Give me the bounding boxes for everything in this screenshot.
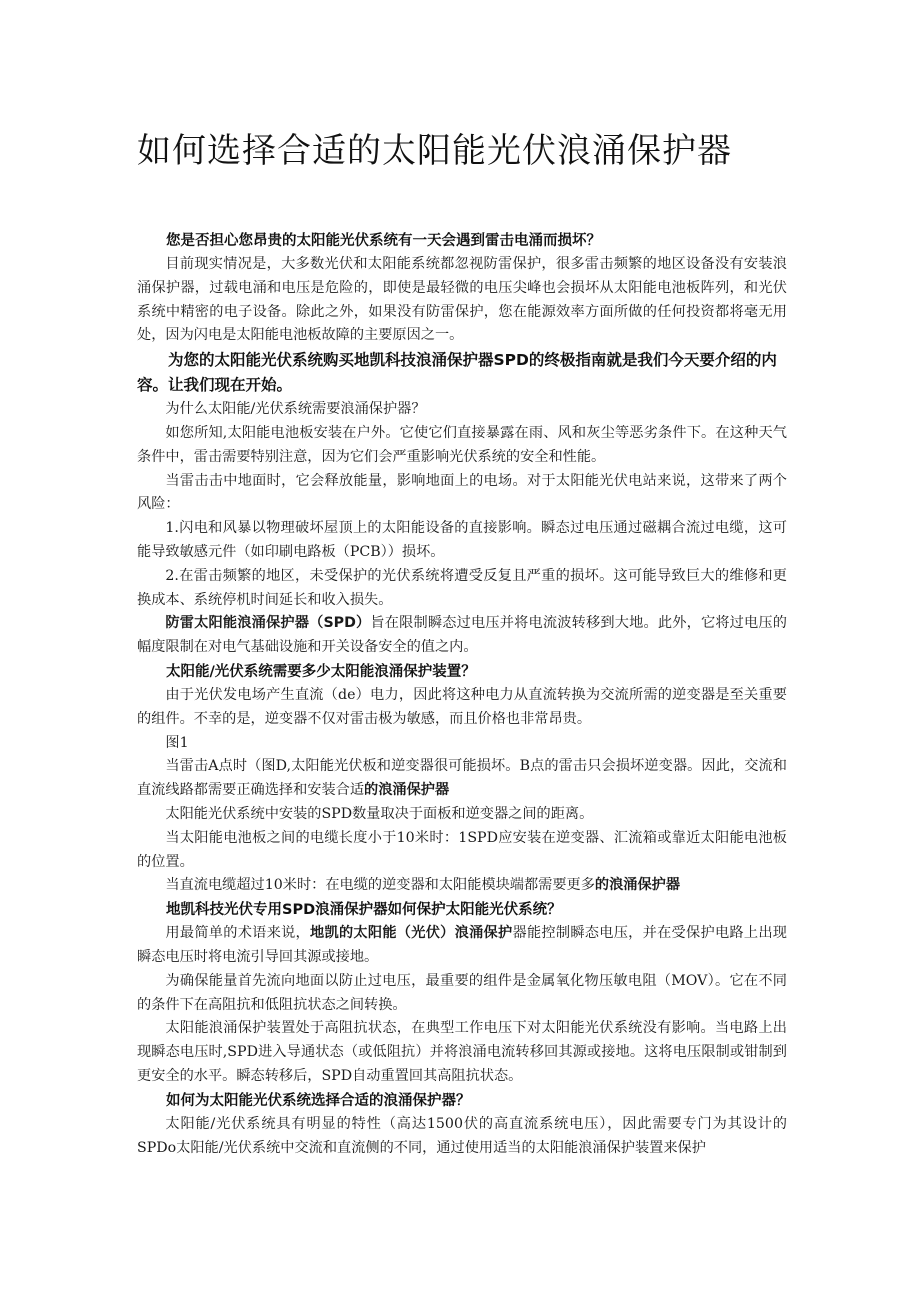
how-protect-heading: 地凯科技光伏专用SPD浪涌保护器如何保护太阳能光伏系统？ [166, 902, 562, 919]
risk-item-2: 2.在雷击频繁的地区，未受保护的光伏系统将遭受反复且严重的损坏。这可能导致巨大的维修和更换成本、系统停机时间延长和收入损失。 [137, 567, 787, 608]
outdoor-paragraph: 如您所知,太阳能电池板安装在户外。它使它们直接暴露在雨、风和灰尘等恶劣条件下。在这种天气条件中，雷击需要特别注意，因为它们会严重影响光伏系统的安全和性能。 [137, 424, 787, 465]
simple-terms-bold: 地凯的太阳能（光伏）浪涌保护 [310, 925, 513, 942]
strike-points-bold: 的浪涌保护器 [364, 782, 450, 799]
simple-terms-lead: 用最简单的术语来说， [165, 925, 311, 942]
guide-heading: 为您的太阳能光伏系统购买地凯科技浪涌保护器SPD的终极指南就是我们今天要介绍的内容。让我们现在开始。 [137, 351, 777, 395]
strike-points-paragraph [137, 755, 787, 803]
spd-purpose-paragraph [137, 612, 787, 660]
simple-terms-paragraph [137, 922, 787, 970]
question-heading: 您是否担心您昂贵的太阳能光伏系统有一天会遇到雷击电涌而损坏？ [166, 233, 601, 249]
intro-paragraph: 目前现实情况是，大多数光伏和太阳能系统都忽视防雷保护，很多雷击频繁的地区设备没有安装浪涌保护器，过载电涌和电压是危险的，即使是最轻微的电压尖峰也会损坏从太阳能电池板阵列，和光伏系统中精密的电子设备。除此之外，如果没有防雷保护，您在能源效率方面所做的任何投资都将毫无用处，因为闪电是太阳能电池板故障的主要原因之一。 [137, 256, 787, 344]
strike-points-text: 当雷击A点时（图D,太阳能光伏板和逆变器很可能损坏。B点的雷击只会损坏逆变器。因此，交流和直流线路都需要正确选择和安装合适 [137, 758, 787, 799]
long-cable-paragraph [137, 874, 787, 898]
simple-terms-text: 器能控制瞬态电压，并在受保护电路上出现瞬态电压时将电流引导回其源或接地。 [137, 925, 787, 965]
impedance-paragraph: 太阳能浪涌保护装置处于高阻抗状态，在典型工作电压下对太阳能光伏系统没有影响。当电路上出现瞬态电压时,SPD进入导通状态（或低阻抗）并将浪涌电流转移回其源或接地。这将电压限制或钳制到更安全的水平。瞬态转移后，SPD自动重置回其高阻抗状态。 [137, 1020, 787, 1084]
spd-purpose-bold: 防雷太阳能浪涌保护器（SPD） [165, 615, 371, 632]
document-body [137, 229, 787, 1160]
why-question: 为什么太阳能/光伏系统需要浪涌保护器？ [165, 401, 426, 418]
mov-paragraph: 为确保能量首先流向地面以防止过电压，最重要的组件是金属氧化物压敏电阻（MOV）。它在不同的条件下在高阻抗和低阻抗状态之间转换。 [137, 972, 787, 1013]
long-cable-bold: 的浪涌保护器 [594, 877, 681, 894]
risk-paragraph: 当雷击击中地面时，它会释放能量，影响地面上的电场。对于太阳能光伏电站来说，这带来了两个风险： [137, 472, 787, 513]
spd-purpose-text: 旨在限制瞬态过电压并将电流波转移到大地。此外，它将过电压的幅度限制在对电气基础设施和开关设备安全的值之内。 [137, 615, 787, 656]
risk-item-1: 1.闪电和风暴以物理破坏屋顶上的太阳能设备的直接影响。瞬态过电压通过磁耦合流过电缆，这可能导致敏感元件（如印刷电路板（PCB））损坏。 [137, 520, 787, 560]
characteristics-paragraph: 太阳能/光伏系统具有明显的特性（高达1500伏的高直流系统电压），因此需要专门为其设计的SPDo太阳能/光伏系统中交流和直流侧的不同，通过使用适当的太阳能浪涌保护装置来保护 [137, 1115, 787, 1156]
short-cable-paragraph: 当太阳能电池板之间的电缆长度小于10米时：1SPD应安装在逆变器、汇流箱或靠近太阳能电池板的位置。 [137, 829, 787, 870]
how-many-heading: 太阳能/光伏系统需要多少太阳能浪涌保护装置？ [166, 663, 476, 680]
spd-count-paragraph: 太阳能光伏系统中安装的SPD数量取决于面板和逆变器之间的距离。 [165, 805, 594, 822]
long-cable-text: 当直流电缆超过10米时：在电缆的逆变器和太阳能模块端都需要更多 [165, 877, 595, 894]
document-title: 如何选择合适的太阳能光伏浪涌保护器 [137, 131, 732, 171]
how-choose-heading: 如何为太阳能光伏系统选择合适的浪涌保护器？ [166, 1092, 471, 1109]
figure-caption: 图1 [165, 734, 189, 751]
inverter-paragraph: 由于光伏发电场产生直流（de）电力，因此将这种电力从直流转换为交流所需的逆变器是至关重要的组件。不幸的是，逆变器不仅对雷击极为敏感，而且价格也非常昂贵。 [137, 686, 787, 727]
